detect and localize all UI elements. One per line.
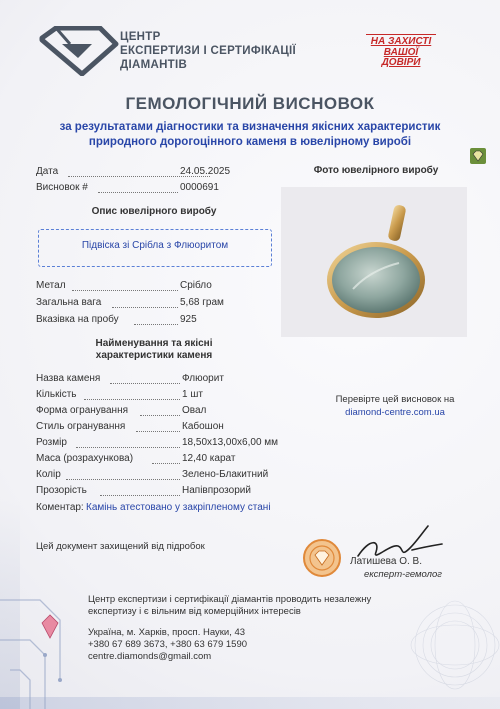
stone-value: Овал: [182, 405, 207, 416]
stone-value: Кабошон: [182, 421, 224, 432]
stone-label: Маса (розрахункова): [36, 453, 134, 464]
stone-value: Зелено-Блакитний: [182, 469, 269, 480]
stone-value: 1 шт: [182, 389, 203, 400]
item-section-header: Опис ювелірного виробу: [91, 206, 217, 217]
stone-row: [36, 405, 296, 419]
stone-value: Флюорит: [182, 373, 224, 384]
item-value: 925: [180, 314, 197, 325]
stone-row: [36, 389, 296, 403]
stone-header-line-1: Найменування та якісні: [95, 338, 213, 349]
subtitle-line-1: за результатами діагностики та визначення якісних характеристик: [59, 121, 441, 133]
dotted-leader: [112, 307, 178, 308]
stone-label: Кількість: [36, 389, 77, 400]
comment-value: Камінь атестовано у закріпленому стані: [86, 502, 271, 513]
stamp-line-3: ДОВІРИ: [381, 57, 421, 68]
comment-label: Коментар:: [36, 502, 84, 513]
dotted-leader: [98, 192, 178, 193]
weight-row: [36, 297, 286, 311]
dotted-leader: [66, 479, 180, 480]
stone-label: Розмір: [36, 437, 67, 448]
dotted-leader: [140, 415, 180, 416]
hologram-diamond-icon: [470, 148, 486, 164]
item-value: 5,68 грам: [180, 297, 224, 308]
dotted-leader: [152, 463, 180, 464]
dotted-leader: [72, 290, 178, 291]
comment-row: [36, 502, 336, 516]
dotted-leader: [100, 495, 180, 496]
item-label: Загальна вага: [36, 297, 102, 308]
stamp-line-1: НА ЗАХИСТІ: [370, 36, 432, 47]
item-label: Вказівка на пробу: [36, 314, 119, 325]
stone-value: 12,40 карат: [182, 453, 236, 464]
verify-text: Перевірте цей висновок на: [335, 394, 455, 405]
footer-contacts: [88, 627, 247, 663]
stone-row: [36, 453, 296, 467]
org-line-3: ДІАМАНТІВ: [120, 59, 188, 71]
certification-seal-icon: [302, 538, 342, 578]
hallmark-row: [36, 314, 286, 328]
signatory-name: Латишева О. В.: [350, 556, 422, 567]
dotted-leader: [110, 383, 180, 384]
trust-stamp: [362, 34, 440, 69]
stone-row: [36, 437, 306, 451]
footer-statement: [88, 594, 371, 618]
document-title: ГЕМОЛОГІЧНИЙ ВИСНОВОК: [125, 94, 375, 113]
footer-email[interactable]: centre.diamonds@gmail.com: [88, 651, 212, 662]
diamond-logo-icon: [34, 26, 120, 76]
dotted-leader: [134, 324, 178, 325]
dotted-leader: [84, 399, 180, 400]
stone-row: [36, 485, 296, 499]
date-value: 24.05.2025: [180, 166, 231, 177]
signatory-role: експерт-гемолог: [364, 569, 442, 580]
number-row: [36, 182, 286, 196]
stone-value: 18,50x13,00x6,00 мм: [182, 437, 279, 448]
stone-label: Стиль огранування: [36, 421, 126, 432]
verify-block: [310, 393, 480, 419]
stone-header-line-2: характеристики каменя: [95, 350, 213, 361]
stone-row: [36, 373, 296, 387]
stone-row: [36, 469, 296, 483]
item-label: Метал: [36, 280, 66, 291]
org-line-2: ЕКСПЕРТИЗИ І СЕРТИФІКАЦІЇ: [120, 45, 297, 57]
subtitle-line-2: природного дорогоцінного каменя в ювелірному виробі: [88, 136, 412, 148]
dotted-leader: [76, 447, 180, 448]
stone-label: Форма огранування: [36, 405, 129, 416]
date-row: [36, 166, 286, 180]
verify-link[interactable]: diamond-centre.com.ua: [345, 407, 445, 418]
stone-label: Назва каменя: [36, 373, 101, 384]
stone-row: [36, 421, 296, 435]
stone-label: Прозорість: [36, 485, 87, 496]
item-description: Підвіска зі Срібла з Флюоритом: [81, 240, 229, 251]
date-label: Дата: [36, 166, 59, 177]
org-line-1: ЦЕНТР: [120, 31, 161, 43]
footer-phones: +380 67 689 3673, +380 63 679 1590: [88, 639, 248, 650]
stone-value: Напівпрозорий: [182, 485, 251, 496]
item-value: Срібло: [180, 280, 212, 291]
number-label: Висновок #: [36, 182, 88, 193]
footer-line-1: Центр експертизи і сертифікації діамантів проводить незалежну: [88, 594, 372, 605]
item-description-box: [38, 229, 272, 267]
stone-label: Колір: [36, 469, 61, 480]
photo-caption: Фото ювелірного виробу: [313, 165, 439, 176]
dotted-leader: [136, 431, 180, 432]
organization-name: [120, 30, 296, 72]
protection-note: Цей документ захищений від підробок: [36, 541, 205, 552]
stamp-line-2: ВАШОЇ: [383, 46, 419, 58]
footer-line-2: експертизу і є вільним від комерційних інтересів: [88, 606, 301, 617]
pendant-photo: [281, 187, 467, 337]
stone-section-header: [36, 338, 272, 362]
guilloche-rosette: [400, 590, 500, 700]
metal-row: [36, 280, 286, 294]
footer-address: Україна, м. Харків, просп. Науки, 43: [88, 627, 246, 638]
document-subtitle: [30, 120, 470, 150]
number-value: 0000691: [180, 182, 219, 193]
